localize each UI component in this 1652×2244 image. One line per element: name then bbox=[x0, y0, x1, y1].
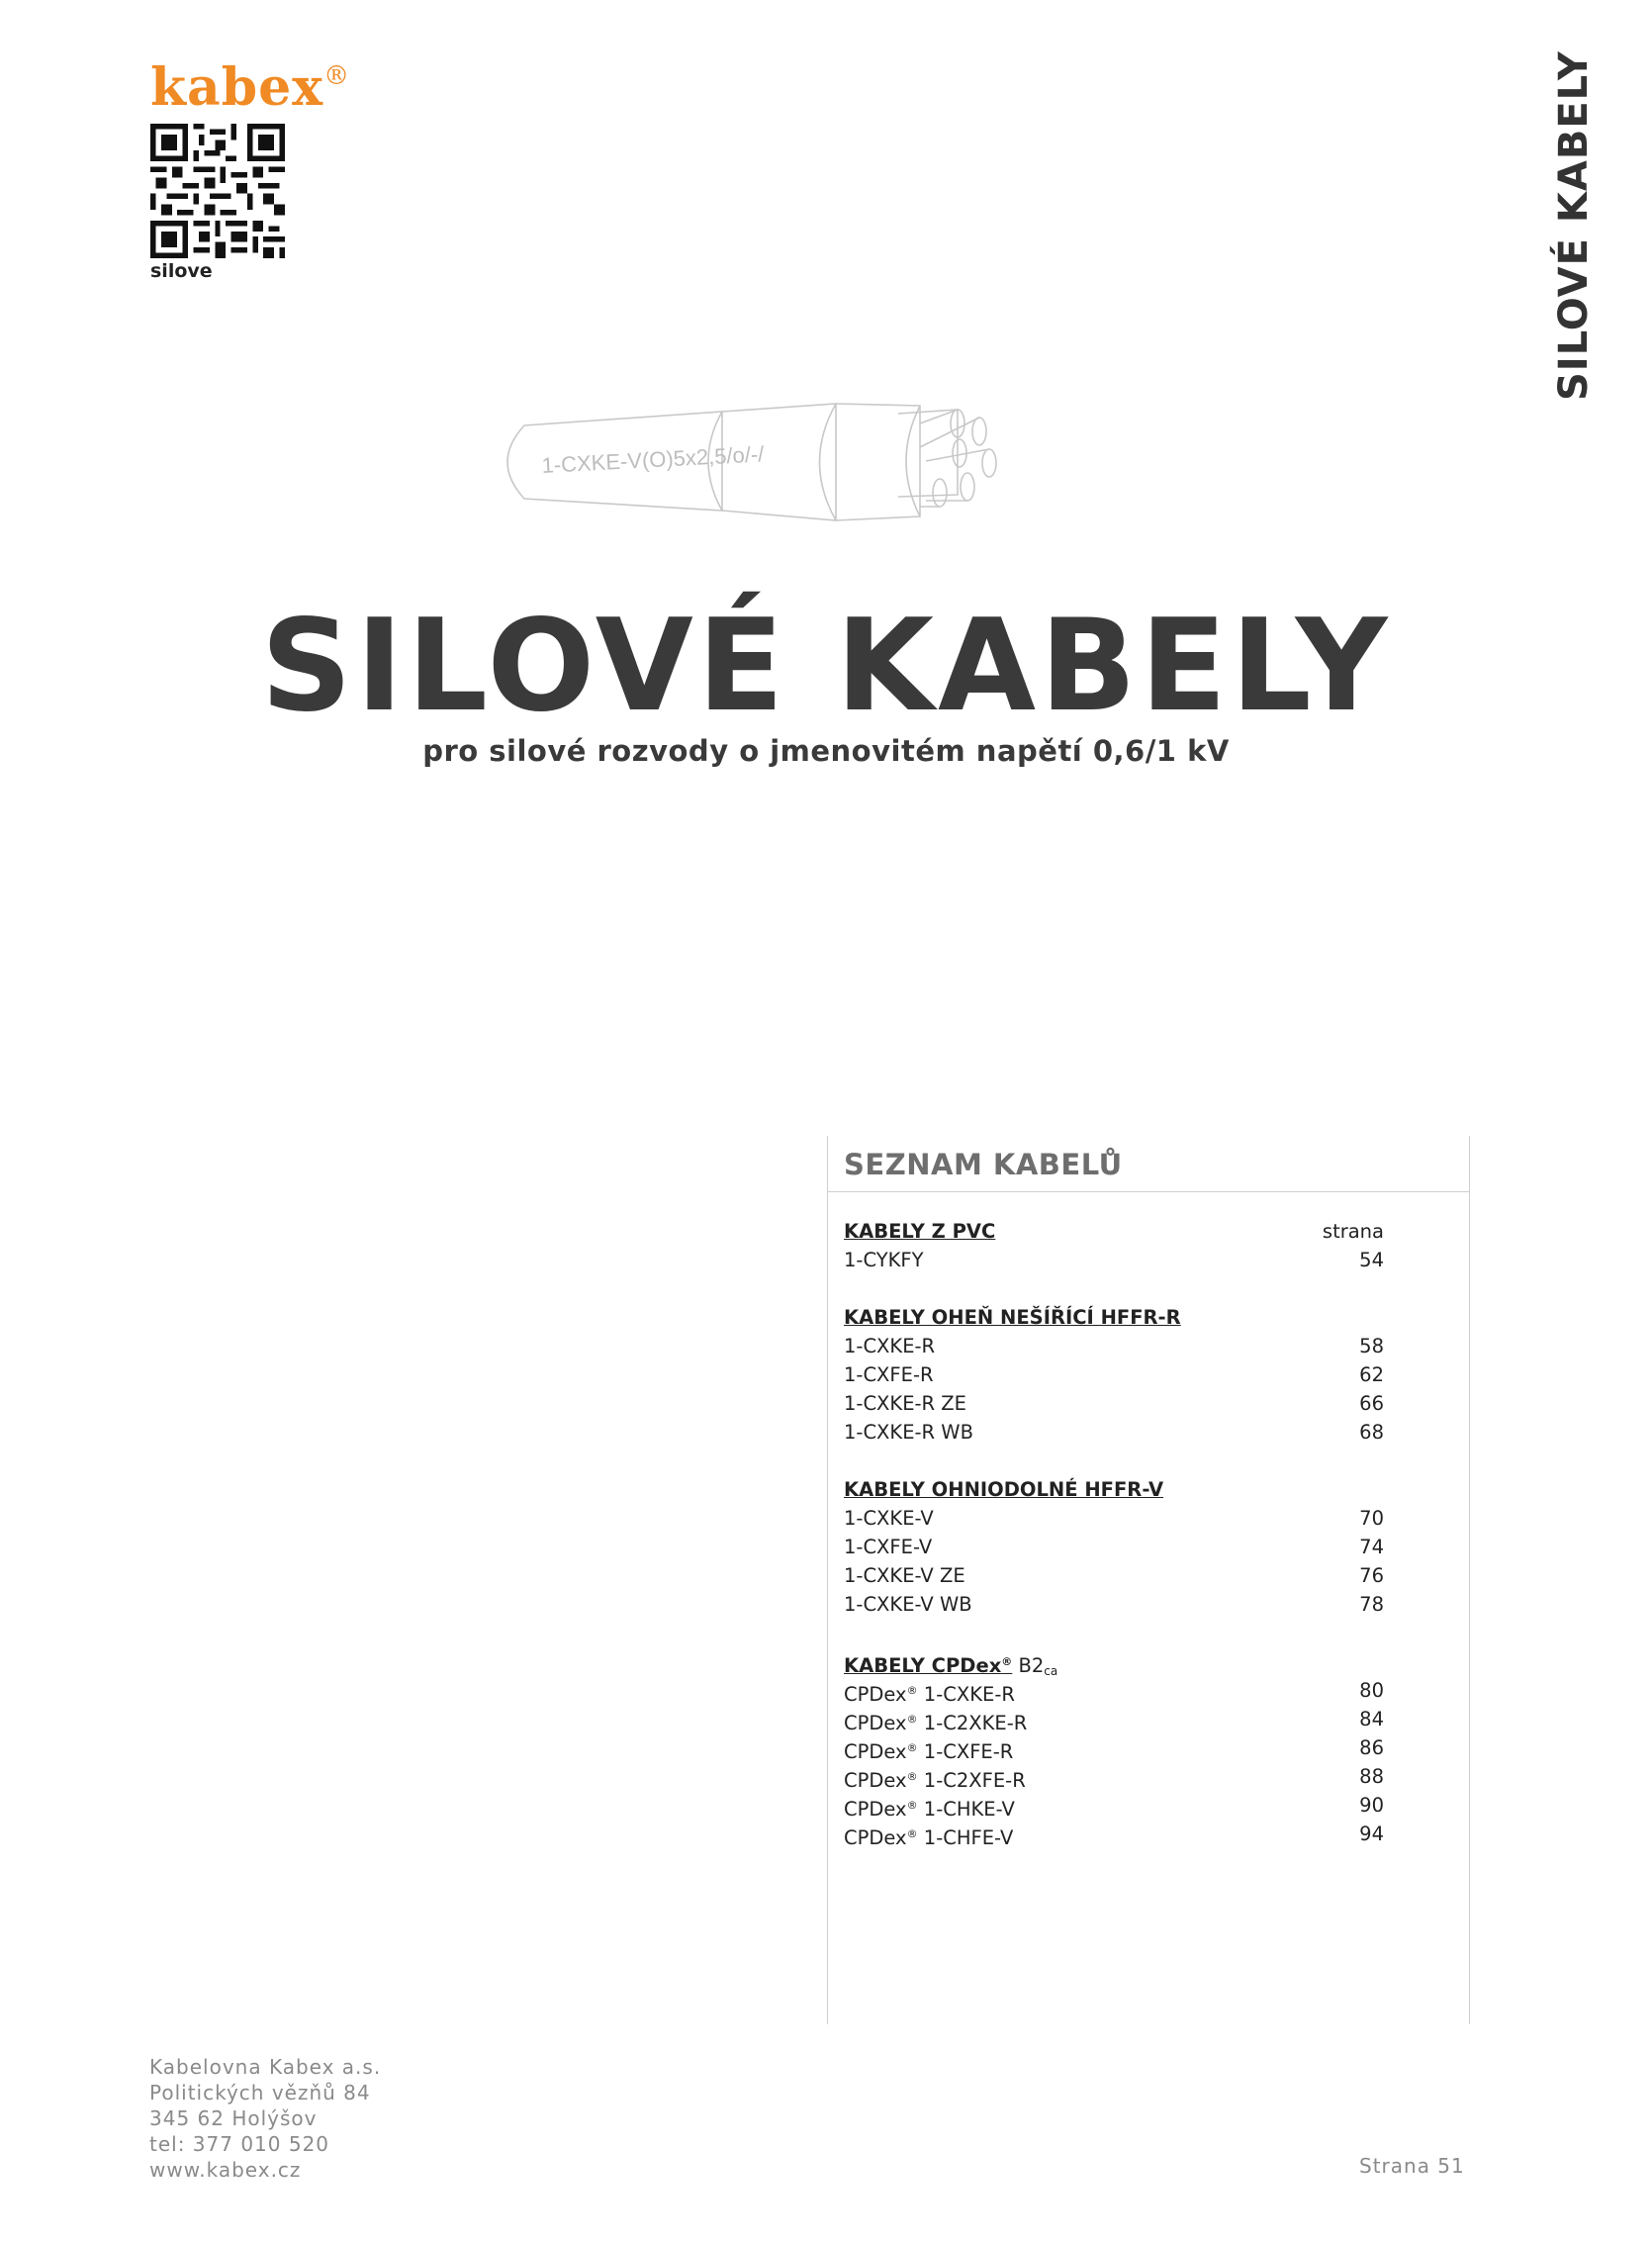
cable-list-panel bbox=[827, 1136, 1470, 2024]
toc-item[interactable]: 1-CXKE-R 58 bbox=[844, 1335, 1384, 1357]
brand-mark: ® bbox=[323, 61, 351, 91]
side-title-text: SILOVÉ KABELY bbox=[1551, 50, 1597, 401]
toc-item[interactable]: CPDex® 1-C2XKE-R 84 bbox=[844, 1708, 1384, 1734]
address-company: Kabelovna Kabex a.s. bbox=[149, 2055, 382, 2079]
toc-item[interactable]: 1-CXKE-V 70 bbox=[844, 1507, 1384, 1530]
toc-item[interactable]: 1-CXFE-R 62 bbox=[844, 1363, 1384, 1386]
cable-illustration bbox=[485, 384, 1138, 532]
cable-list bbox=[844, 1217, 1384, 1848]
company-address bbox=[149, 2054, 381, 2183]
toc-item[interactable]: CPDex® 1-CHKE-V 90 bbox=[844, 1794, 1384, 1821]
address-phone: tel: 377 010 520 bbox=[149, 2132, 330, 2156]
toc-item[interactable]: 1-CXKE-V WB 78 bbox=[844, 1593, 1384, 1616]
cable-list-title: SEZNAM KABELŮ bbox=[844, 1148, 1123, 1181]
cable-label: 1-CXKE-V(O)5x2,5/o/-/ bbox=[540, 441, 765, 478]
toc-item[interactable]: 1-CYKFY 54 bbox=[844, 1249, 1384, 1271]
address-city: 345 62 Holýšov bbox=[149, 2106, 318, 2130]
toc-item[interactable]: CPDex® 1-CXKE-R 80 bbox=[844, 1679, 1384, 1706]
toc-group-heading[interactable]: KABELY CPDex® $B2_{ca}$ bbox=[844, 1654, 1058, 1678]
toc-group-heading[interactable]: KABELY Z PVC strana bbox=[844, 1217, 1384, 1246]
toc-item[interactable]: 1-CXKE-R ZE 66 bbox=[844, 1392, 1384, 1415]
qr-code-icon[interactable] bbox=[150, 124, 285, 258]
toc-item[interactable]: 1-CXKE-V ZE 76 bbox=[844, 1564, 1384, 1587]
cable-list-divider bbox=[828, 1191, 1469, 1192]
page-subtitle: pro silové rozvody o jmenovitém napětí 0,6/1 kV bbox=[422, 734, 1230, 768]
side-title bbox=[1551, 50, 1597, 401]
brand-logo bbox=[150, 57, 350, 118]
address-street: Politických vězňů 84 bbox=[149, 2081, 371, 2104]
page-title: SILOVÉ KABELY bbox=[260, 593, 1392, 740]
toc-item[interactable]: CPDex® 1-C2XFE-R 88 bbox=[844, 1765, 1384, 1792]
brand-name: kabex bbox=[150, 57, 324, 118]
page-column-header: strana bbox=[1322, 1220, 1384, 1243]
toc-item[interactable]: CPDex® 1-CHFE-V 94 bbox=[844, 1823, 1384, 1849]
qr-label: silove bbox=[150, 260, 213, 282]
address-web-link[interactable]: www.kabex.cz bbox=[149, 2158, 302, 2182]
toc-item[interactable]: CPDex® 1-CXFE-R 86 bbox=[844, 1736, 1384, 1763]
toc-group-heading[interactable]: KABELY OHEŇ NEŠÍŘÍCÍ HFFR-R bbox=[844, 1306, 1181, 1329]
page-number: Strana 51 bbox=[1359, 2154, 1465, 2178]
toc-group-heading[interactable]: KABELY OHNIODOLNÉ HFFR-V bbox=[844, 1478, 1164, 1501]
toc-item[interactable]: 1-CXKE-R WB 68 bbox=[844, 1421, 1384, 1444]
toc-item[interactable]: 1-CXFE-V 74 bbox=[844, 1536, 1384, 1558]
